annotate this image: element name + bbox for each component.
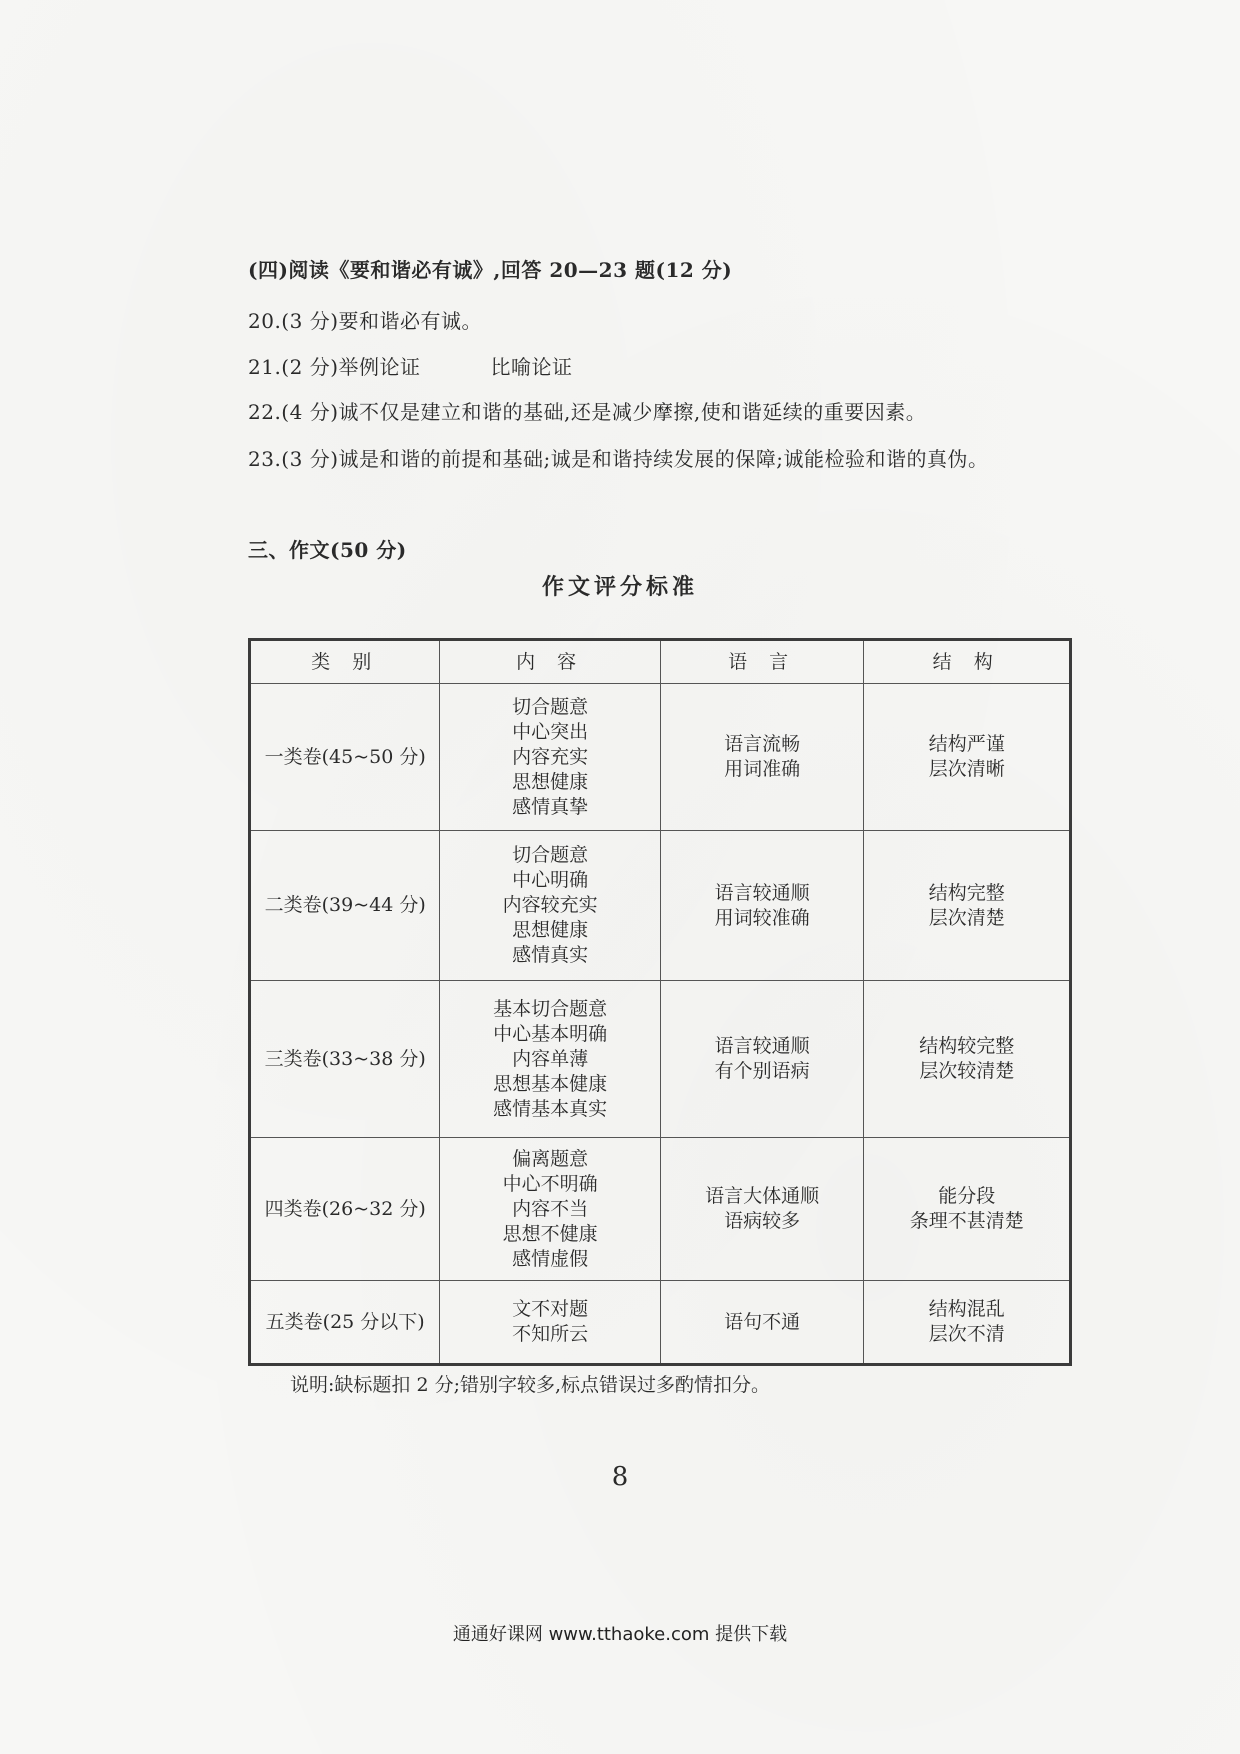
content-line: 内容单薄 xyxy=(512,1047,589,1070)
language-line: 语句不通 xyxy=(724,1310,801,1333)
content-line: 感情真挚 xyxy=(512,795,589,818)
language-line: 语言较通顺 xyxy=(714,1035,810,1057)
content-line: 思想不健康 xyxy=(502,1222,598,1245)
language-line: 语言大体通顺 xyxy=(705,1185,820,1207)
answer-20: 20.(3 分)要和谐必有诚。 xyxy=(248,309,482,333)
structure-cell xyxy=(864,831,1071,981)
content-cell xyxy=(440,1281,660,1365)
category-cell: 一类卷(45~50 分) xyxy=(250,684,440,831)
language-line: 语言流畅 xyxy=(724,733,801,755)
content-cell xyxy=(440,831,660,981)
section3-heading: 三、作文(50 分) xyxy=(248,538,407,562)
content-line: 思想健康 xyxy=(512,770,589,793)
content-line: 内容不当 xyxy=(512,1197,589,1220)
content-line: 切合题意 xyxy=(512,844,589,866)
content-line: 文不对题 xyxy=(512,1298,589,1320)
content-cell xyxy=(440,981,660,1138)
content-line: 感情虚假 xyxy=(512,1247,589,1270)
content-line: 内容较充实 xyxy=(502,894,598,916)
structure-line: 层次较清楚 xyxy=(919,1060,1015,1082)
section4-heading: (四)阅读《要和谐必有诚》,回答 20—23 题(12 分) xyxy=(248,258,733,282)
language-cell xyxy=(660,981,864,1138)
structure-cell xyxy=(864,1281,1071,1365)
language-cell xyxy=(660,1281,864,1365)
category-cell: 三类卷(33~38 分) xyxy=(250,981,440,1138)
content-line: 中心基本明确 xyxy=(493,1022,608,1045)
structure-cell xyxy=(864,1138,1071,1281)
answer-21-method-b: 比喻论证 xyxy=(490,355,573,379)
content-line: 内容充实 xyxy=(512,745,589,768)
structure-line: 层次清晰 xyxy=(928,758,1005,780)
structure-cell xyxy=(864,684,1071,831)
content-cell xyxy=(440,684,660,831)
structure-line: 能分段 xyxy=(938,1185,996,1207)
header-content: 内 容 xyxy=(440,640,660,684)
language-cell xyxy=(660,1138,864,1281)
content-line: 切合题意 xyxy=(512,695,589,718)
structure-line: 层次不清 xyxy=(928,1323,1005,1345)
category-cell: 四类卷(26~32 分) xyxy=(250,1138,440,1281)
structure-line: 结构严谨 xyxy=(928,733,1005,755)
content-line: 基本切合题意 xyxy=(493,997,608,1020)
answer-22: 22.(4 分)诚不仅是建立和谐的基础,还是减少摩擦,使和谐延续的重要因素。 xyxy=(248,400,927,424)
content-line: 中心突出 xyxy=(512,720,589,743)
content-cell xyxy=(440,1138,660,1281)
structure-line: 结构完整 xyxy=(928,881,1005,904)
table-row xyxy=(250,1281,1071,1365)
structure-line: 层次清楚 xyxy=(928,906,1005,929)
content-line: 不知所云 xyxy=(512,1323,589,1345)
language-cell xyxy=(660,831,864,981)
language-line: 用词较准确 xyxy=(714,906,810,929)
table-row xyxy=(250,831,1071,981)
structure-line: 结构混乱 xyxy=(928,1298,1005,1320)
content-line: 感情基本真实 xyxy=(493,1097,608,1120)
content-line: 偏离题意 xyxy=(512,1147,589,1170)
rubric-title: 作文评分标准 xyxy=(541,574,698,600)
content-line: 思想基本健康 xyxy=(493,1072,608,1095)
category-cell: 五类卷(25 分以下) xyxy=(250,1281,440,1365)
header-category: 类 别 xyxy=(250,640,440,684)
language-line: 语言较通顺 xyxy=(714,881,810,904)
rubric-table xyxy=(248,638,1072,1366)
language-cell xyxy=(660,684,864,831)
answer-23: 23.(3 分)诚是和谐的前提和基础;诚是和谐持续发展的保障;诚能检验和谐的真伪。 xyxy=(248,447,989,471)
table-row xyxy=(250,981,1071,1138)
structure-line: 结构较完整 xyxy=(919,1035,1015,1057)
header-language: 语 言 xyxy=(660,640,864,684)
footer-watermark: 通通好课网 www.tthaoke.com 提供下载 xyxy=(452,1624,788,1645)
scoring-note: 说明:缺标题扣 2 分;错别字较多,标点错误过多酌情扣分。 xyxy=(290,1374,771,1396)
language-line: 有个别语病 xyxy=(714,1060,810,1082)
language-line: 语病较多 xyxy=(724,1210,801,1232)
content-line: 感情真实 xyxy=(512,944,589,966)
header-structure: 结 构 xyxy=(864,640,1071,684)
answer-21 xyxy=(248,353,573,381)
table-row xyxy=(250,1138,1071,1281)
table-row xyxy=(250,684,1071,831)
rubric-header-row xyxy=(250,640,1071,684)
language-line: 用词准确 xyxy=(724,758,801,780)
content-line: 中心明确 xyxy=(512,869,589,891)
answer-21-method-a: 21.(2 分)举例论证 xyxy=(248,355,421,379)
category-cell: 二类卷(39~44 分) xyxy=(250,831,440,981)
structure-line: 条理不甚清楚 xyxy=(909,1210,1024,1232)
content-line: 思想健康 xyxy=(512,919,589,941)
content-line: 中心不明确 xyxy=(502,1172,598,1195)
structure-cell xyxy=(864,981,1071,1138)
page-number: 8 xyxy=(611,1462,629,1492)
